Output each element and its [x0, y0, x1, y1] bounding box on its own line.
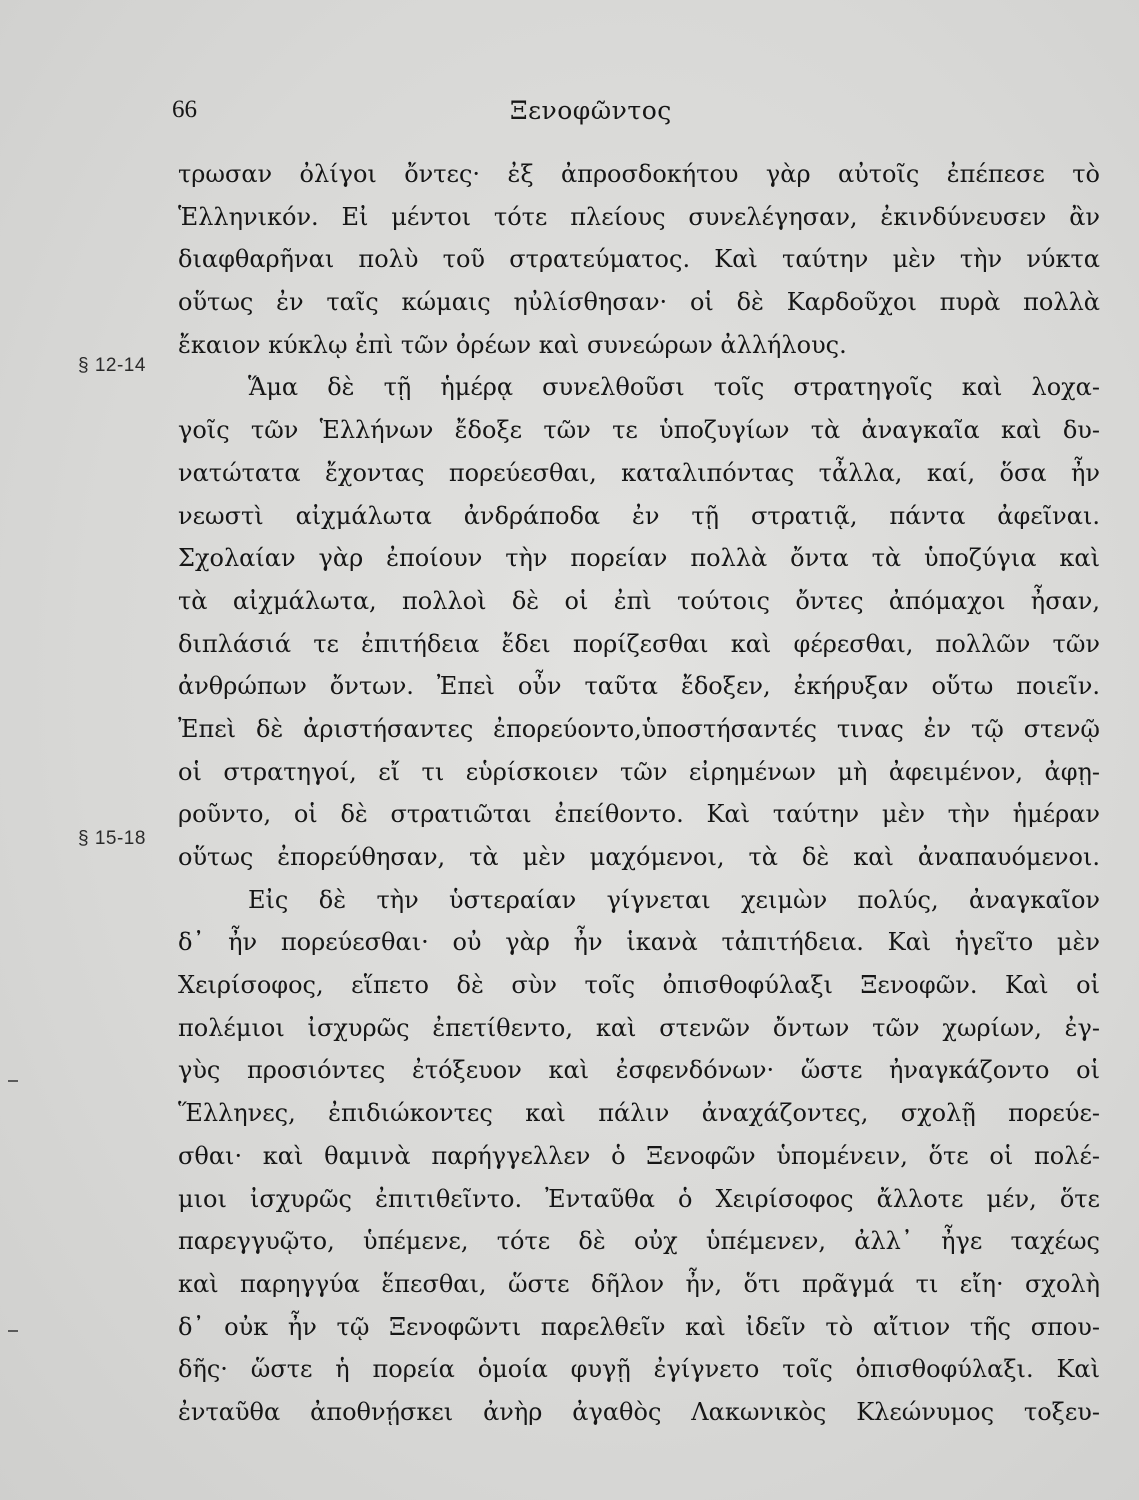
text-line: νεωστὶ αἰχμάλωτα ἀνδράποδα ἐν τῇ στρατιᾷ, πάντα ἀφεῖναι. — [178, 501, 1100, 530]
text-line: Χειρίσοφος, εἵπετο δὲ σὺν τοῖς ὀπισθοφύλαξι Ξενοφῶν. Καὶ οἱ — [178, 971, 1100, 1000]
text-line: τρωσαν ὀλίγοι ὄντες· ἐξ ἀπροσδοκήτου γὰρ αὐτοῖς ἐπέπεσε τὸ — [178, 160, 1100, 188]
text-line: ἀνθρώπων ὄντων. Ἐπεὶ οὖν ταῦτα ἔδοξεν, ἐκήρυξαν οὕτω ποιεῖν. — [178, 672, 1100, 701]
text-line: Ἐπεὶ δὲ ἀριστήσαντες ἐπορεύοντο,ὑποστήσαντές τινας ἐν τῷ στενῷ — [178, 714, 1100, 743]
text-line: Ἅμα δὲ τῇ ἡμέρᾳ συνελθοῦσι τοῖς στρατηγοῖς καὶ λοχα- — [248, 373, 1100, 402]
text-line: δῆς· ὥστε ἡ πορεία ὁμοία φυγῇ ἐγίγνετο τοῖς ὀπισθοφύλαξι. Καὶ — [178, 1355, 1100, 1384]
text-line: τὰ αἰχμάλωτα, πολλοὶ δὲ οἱ ἐπὶ τούτοις ὄντες ἀπόμαχοι ἦσαν, — [178, 586, 1100, 615]
text-line: νατώτατα ἔχοντας πορεύεσθαι, καταλιπόντας τἆλλα, καί, ὅσα ἦν — [178, 458, 1100, 487]
body-text — [178, 153, 1100, 1434]
text-line: ἐνταῦθα ἀποθνῄσκει ἀνὴρ ἀγαθὸς Λακωνικὸς Κλεώνυμος τοξευ- — [178, 1397, 1100, 1426]
section-marker-12-14: § 12-14 — [78, 355, 146, 376]
text-line: παρεγγυῷτο, ὑπέμενε, τότε δὲ οὐχ ὑπέμενεν, ἀλλ᾽ ἦγε ταχέως — [178, 1227, 1100, 1256]
text-line: μιοι ἰσχυρῶς ἐπιτιθεῖντο. Ἐνταῦθα ὁ Χειρίσοφος ἄλλοτε μέν, ὅτε — [178, 1184, 1100, 1213]
text-line: καὶ παρηγγύα ἕπεσθαι, ὥστε δῆλον ἦν, ὅτι πρᾶγμά τι εἴη· σχολὴ — [178, 1269, 1100, 1298]
text-line: Εἰς δὲ τὴν ὑστεραίαν γίγνεται χειμὼν πολύς, ἀναγκαῖον — [248, 885, 1100, 914]
text-line: ροῦντο, οἱ δὲ στρατιῶται ἐπείθοντο. Καὶ ταύτην μὲν τὴν ἡμέραν — [178, 800, 1100, 829]
page-number: 66 — [172, 96, 197, 123]
running-title: Ξενοφῶντος — [510, 96, 672, 125]
text-line: Ἕλληνες, ἐπιδιώκοντες καὶ πάλιν ἀναχάζοντες, σχολῇ πορεύε- — [178, 1099, 1100, 1128]
text-line: διαφθαρῆναι πολὺ τοῦ στρατεύματος. Καὶ ταύτην μὲν τὴν νύκτα — [178, 245, 1100, 274]
text-line: διπλάσιά τε ἐπιτήδεια ἔδει πορίζεσθαι καὶ φέρεσθαι, πολλῶν τῶν — [178, 629, 1100, 658]
text-line: σθαι· καὶ θαμινὰ παρήγγελλεν ὁ Ξενοφῶν ὑπομένειν, ὅτε οἱ πολέ- — [178, 1141, 1100, 1170]
text-line: οὕτως ἐπορεύθησαν, τὰ μὲν μαχόμενοι, τὰ δὲ καὶ ἀναπαυόμενοι. — [178, 843, 1100, 871]
section-marker-15-18: § 15-18 — [78, 828, 146, 849]
text-line: πολέμιοι ἰσχυρῶς ἐπετίθεντο, καὶ στενῶν ὄντων τῶν χωρίων, ἐγ- — [178, 1013, 1100, 1042]
page-edge-mark — [8, 1330, 18, 1332]
text-line: δ᾽ οὐκ ἦν τῷ Ξενοφῶντι παρελθεῖν καὶ ἰδεῖν τὸ αἴτιον τῆς σπου- — [178, 1312, 1100, 1341]
text-line: οὕτως ἐν ταῖς κώμαις ηὐλίσθησαν· οἱ δὲ Καρδοῦχοι πυρὰ πολλὰ — [178, 288, 1100, 317]
text-line: δ᾽ ἦν πορεύεσθαι· οὐ γὰρ ἦν ἱκανὰ τἀπιτήδεια. Καὶ ἡγεῖτο μὲν — [178, 928, 1100, 957]
text-line: ἔκαιον κύκλῳ ἐπὶ τῶν ὀρέων καὶ συνεώρων ἀλλήλους. — [178, 330, 847, 359]
text-line: Ἑλληνικόν. Εἰ μέντοι τότε πλείους συνελέγησαν, ἐκινδύνευσεν ἂν — [178, 202, 1100, 231]
text-line: γοῖς τῶν Ἑλλήνων ἔδοξε τῶν τε ὑποζυγίων τὰ ἀναγκαῖα καὶ δυ- — [178, 416, 1100, 445]
page-edge-mark — [8, 1080, 18, 1082]
text-line: οἱ στρατηγοί, εἴ τι εὑρίσκοιεν τῶν εἰρημένων μὴ ἀφειμένον, ἀφῃ- — [178, 757, 1100, 786]
text-line: γὺς προσιόντες ἐτόξευον καὶ ἐσφενδόνων· ὥστε ἠναγκάζοντο οἱ — [178, 1056, 1100, 1085]
text-line: Σχολαίαν γὰρ ἐποίουν τὴν πορείαν πολλὰ ὄντα τὰ ὑποζύγια καὶ — [178, 544, 1100, 573]
